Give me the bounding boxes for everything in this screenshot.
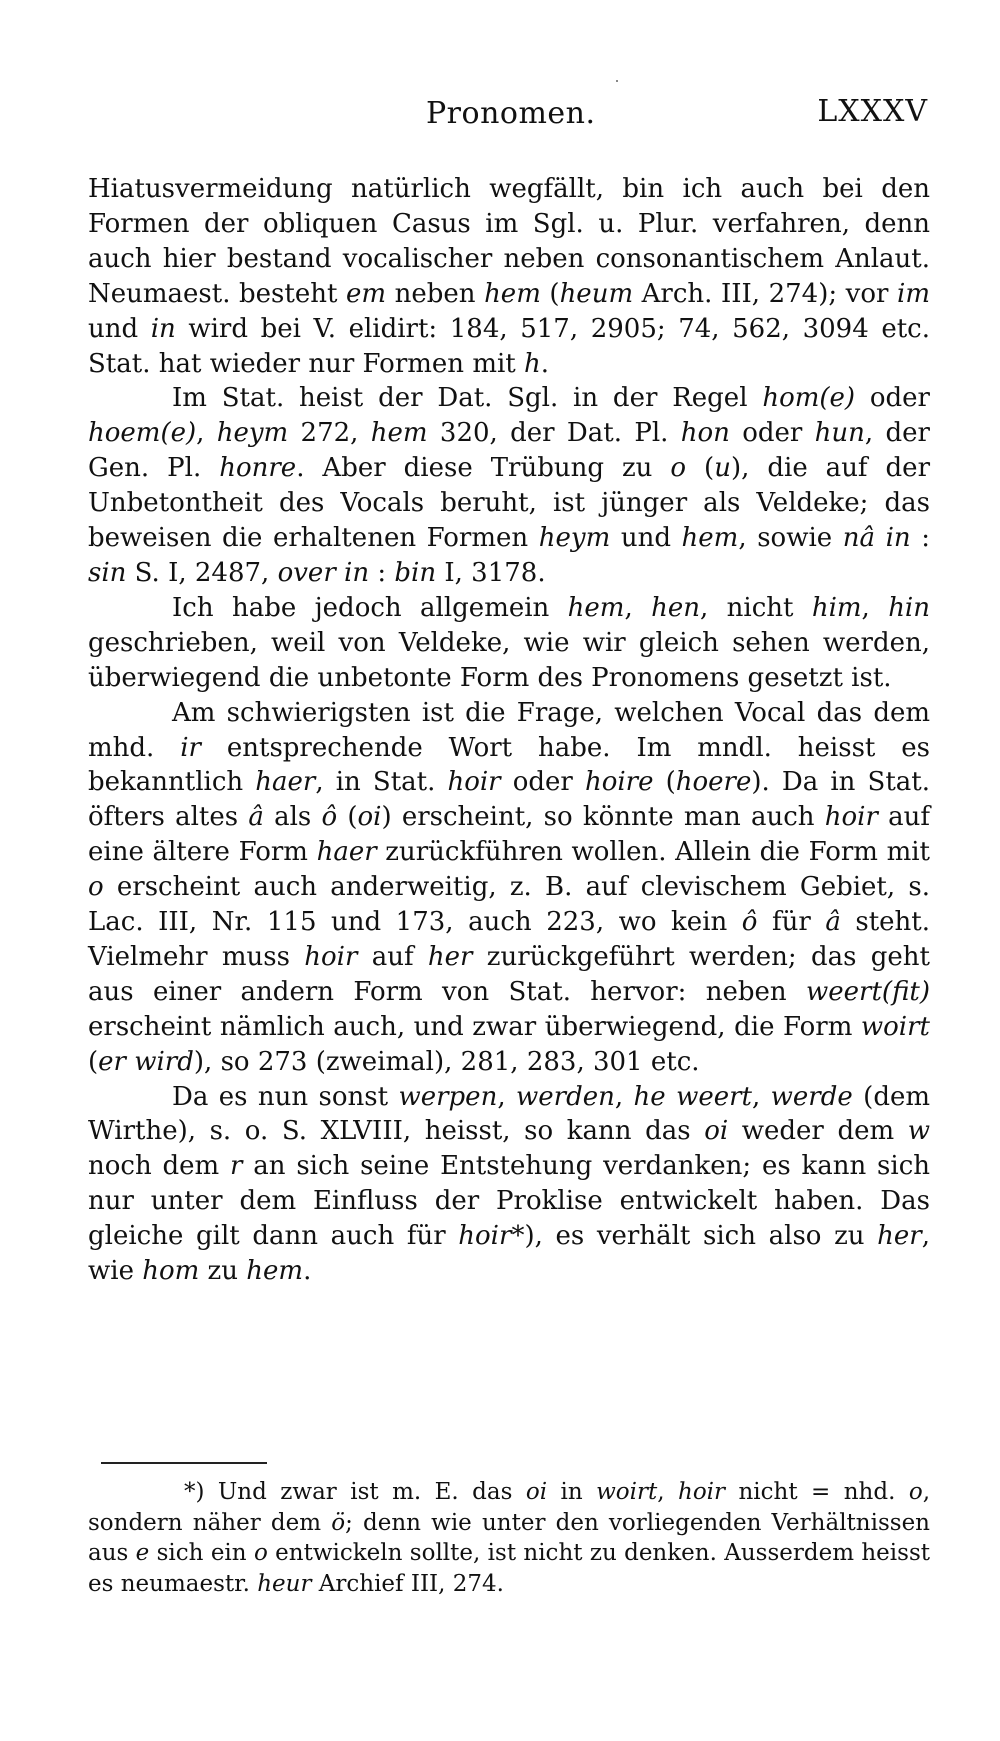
text-run: S. I, 2487, — [126, 557, 278, 588]
text-run: ( — [540, 278, 560, 309]
italic-term: heym — [538, 523, 611, 554]
text-run: . — [303, 1256, 312, 1287]
text-run: sich ein — [149, 1540, 254, 1566]
text-run: ( — [337, 802, 358, 833]
italic-term: werde — [770, 1081, 853, 1112]
text-run: , sowie — [738, 523, 843, 554]
italic-term: o — [908, 1479, 923, 1505]
italic-term: oi — [525, 1479, 548, 1505]
text-run: Arch. III, 274); vor — [633, 278, 898, 309]
paragraph — [88, 381, 930, 590]
text-run: ; denn wie unter den vorliegenden Verhältnissen aus — [88, 1509, 930, 1566]
italic-term: h — [524, 348, 541, 379]
text-run: Da es nun sonst — [172, 1081, 399, 1112]
text-run: , nicht — [700, 592, 812, 623]
running-title: Pronomen. — [426, 96, 596, 131]
italic-term: hom — [142, 1256, 200, 1287]
text-run: für — [757, 907, 826, 938]
italic-term: oi — [704, 1116, 729, 1147]
text-run: wird bei V. elidirt: 184, 517, 2905; 74, 562, 3094 etc. Stat. hat wieder nur Formen mit — [88, 313, 930, 379]
text-run: ), so 273 (zweimal), 281, 283, 301 etc. — [193, 1046, 700, 1077]
italic-term: heym — [216, 418, 289, 449]
text-run: , — [624, 592, 652, 623]
italic-term: honre — [219, 453, 297, 484]
text-run: ( — [686, 453, 715, 484]
text-run: oder — [855, 383, 930, 414]
text-run: Archief III, 274. — [311, 1570, 504, 1597]
text-run: , in Stat. — [315, 767, 448, 798]
italic-term: ir — [180, 732, 201, 763]
italic-term: hem — [681, 523, 739, 554]
italic-term: o — [670, 453, 687, 484]
text-run: , der Gen. Pl. — [88, 418, 930, 484]
italic-term: he weert — [633, 1081, 752, 1112]
text-run: Ich habe jedoch allgemein — [172, 592, 568, 623]
italic-term: ô — [321, 802, 338, 833]
italic-term: in — [150, 313, 176, 344]
print-speck — [616, 80, 618, 82]
text-run: ( — [88, 1046, 99, 1077]
italic-term: w — [907, 1116, 930, 1147]
italic-term: hem — [484, 278, 541, 309]
text-run: : — [369, 557, 395, 588]
text-run: erscheint nämlich auch, und zwar überwiegend, die Form — [88, 1011, 861, 1042]
italic-term: hem — [246, 1256, 304, 1287]
text-run: oder — [500, 767, 585, 798]
italic-term: o — [88, 872, 104, 903]
text-run: entwickeln sollte, ist nicht zu denken. Ausserdem heisst es neumaestr. — [88, 1540, 931, 1597]
italic-term: woirt — [860, 1011, 930, 1042]
italic-term: u — [714, 453, 731, 484]
italic-term: o — [253, 1540, 268, 1566]
italic-term: hon — [680, 418, 730, 449]
text-run: , sondern näher dem — [88, 1479, 930, 1536]
text-run: , — [497, 1081, 516, 1112]
text-run: in — [547, 1479, 597, 1505]
text-run: *) Und zwar ist m. E. das — [184, 1479, 526, 1505]
paragraph — [88, 591, 930, 696]
text-run: erscheint auch anderweitig, z. B. auf clevischem Gebiet, s. Lac. III, Nr. 115 und 173, auch 223, wo kein — [88, 872, 930, 938]
text-run: auf — [357, 941, 428, 972]
italic-term: her — [427, 941, 473, 972]
text-run: zu — [199, 1256, 247, 1287]
italic-term: him — [811, 592, 862, 623]
footnote-text — [88, 1477, 930, 1599]
text-run: (dem Wirthe), s. o. S. XLVIII, heisst, so kann das — [88, 1081, 930, 1147]
italic-term: hoere — [675, 767, 752, 798]
paragraph — [88, 696, 930, 1080]
italic-term: hoir — [458, 1221, 512, 1252]
text-run: nicht = nhd. — [725, 1479, 909, 1505]
text-run: zurückführen wollen. Allein die Form mit — [376, 837, 930, 868]
text-run: ). Da in Stat. öfters altes — [88, 767, 930, 833]
italic-term: heum — [559, 278, 634, 309]
body-text — [88, 172, 930, 1289]
text-run: , — [861, 592, 889, 623]
text-run: auf eine ältere Form — [88, 802, 930, 868]
running-header — [88, 92, 930, 138]
text-run: Im Stat. heist der Dat. Sgl. in der Regel — [172, 383, 763, 414]
italic-term: werden — [516, 1081, 615, 1112]
italic-term: hem — [370, 418, 428, 449]
text-run: steht. Vielmehr muss — [88, 907, 931, 972]
text-run: ) erscheint, so könnte man auch — [381, 802, 825, 833]
footnote — [88, 1477, 930, 1599]
italic-term: hoir — [678, 1479, 726, 1505]
italic-term: e — [135, 1540, 150, 1566]
text-run: neben — [386, 278, 485, 309]
text-run: Am schwierigsten ist die Frage, welchen Vocal das dem mhd. — [88, 697, 930, 763]
text-run: als — [263, 802, 322, 833]
italic-term: â — [248, 802, 264, 833]
italic-term: hoir — [824, 802, 878, 833]
text-run: 272, — [288, 418, 371, 449]
text-run: , — [751, 1081, 771, 1112]
italic-term: her — [877, 1221, 922, 1252]
text-run: und — [88, 313, 151, 344]
text-run: Hiatusvermeidung natürlich wegfällt, bin ich auch bei den Formen der obliquen Casus im Sgl. u. Plur. verfahren, denn auch hier bestand vocalischer neben consonantischem Anlaut. Neumaest. besteht — [88, 174, 930, 309]
italic-term: werpen — [398, 1081, 498, 1112]
text-run: , — [614, 1081, 634, 1112]
text-run: I, 3178. — [436, 557, 546, 588]
italic-term: em — [346, 278, 387, 309]
text-run: *), es verhält sich also zu — [511, 1221, 878, 1252]
italic-term: â — [825, 907, 841, 938]
text-run: an sich seine Entstehung verdanken; es kann sich nur unter dem Einfluss der Proklise entwickelt haben. Das gleiche gilt dann auch für — [88, 1151, 931, 1252]
text-run: , — [657, 1479, 679, 1505]
text-run: und — [610, 523, 682, 554]
italic-term: hin — [888, 592, 930, 623]
paragraph — [88, 1080, 930, 1289]
italic-term: oi — [357, 802, 382, 833]
italic-term: heur — [257, 1570, 312, 1597]
italic-term: nâ in — [842, 523, 911, 554]
italic-term: er wird — [98, 1046, 194, 1077]
text-run: entsprechende Wort habe. Im mndl. heisst es bekanntlich — [88, 732, 931, 798]
italic-term: ô — [741, 907, 758, 938]
italic-term: hem — [567, 592, 625, 623]
text-run: , wie — [88, 1221, 930, 1287]
text-run: geschrieben, weil von Veldeke, wie wir gleich sehen werden, überwiegend die unbetonte Form des Pronomens gesetzt ist. — [88, 627, 930, 693]
italic-term: over in — [277, 557, 370, 588]
italic-term: hoir — [447, 767, 501, 798]
text-run: ), die auf der Unbetontheit des Vocals beruht, ist jünger als Veldeke; das beweisen die erhaltenen Formen — [88, 453, 930, 554]
text-run: weder dem — [728, 1116, 908, 1147]
italic-term: hun — [814, 418, 865, 449]
text-run: , — [196, 418, 217, 449]
text-run: zurückgeführt werden; das geht aus einer andern Form von Stat. hervor: neben — [88, 941, 930, 1007]
italic-term: weert(fit) — [806, 976, 930, 1007]
footnote-rule — [101, 1462, 267, 1464]
text-run: . — [540, 348, 550, 379]
paragraph — [88, 172, 930, 381]
italic-term: r — [230, 1151, 243, 1182]
text-run: 320, der Dat. Pl. — [427, 418, 681, 449]
text-run: oder — [729, 418, 815, 449]
text-run: : — [910, 523, 931, 554]
italic-term: hoem(e) — [88, 418, 197, 449]
italic-term: hoir — [304, 941, 358, 972]
page-number: LXXXV — [817, 94, 928, 129]
italic-term: hen — [651, 592, 700, 623]
italic-term: hom(e) — [762, 383, 856, 414]
italic-term: bin — [394, 557, 437, 588]
italic-term: ö — [331, 1509, 346, 1536]
italic-term: hoire — [584, 767, 654, 798]
italic-term: im — [897, 278, 930, 309]
italic-term: haer — [255, 767, 316, 798]
italic-term: woirt — [596, 1479, 658, 1505]
text-run: . Aber diese Trübung zu — [296, 453, 671, 484]
italic-term: sin — [88, 557, 127, 588]
italic-term: haer — [316, 837, 377, 868]
text-run: ( — [653, 767, 676, 798]
text-run: noch dem — [88, 1151, 231, 1182]
